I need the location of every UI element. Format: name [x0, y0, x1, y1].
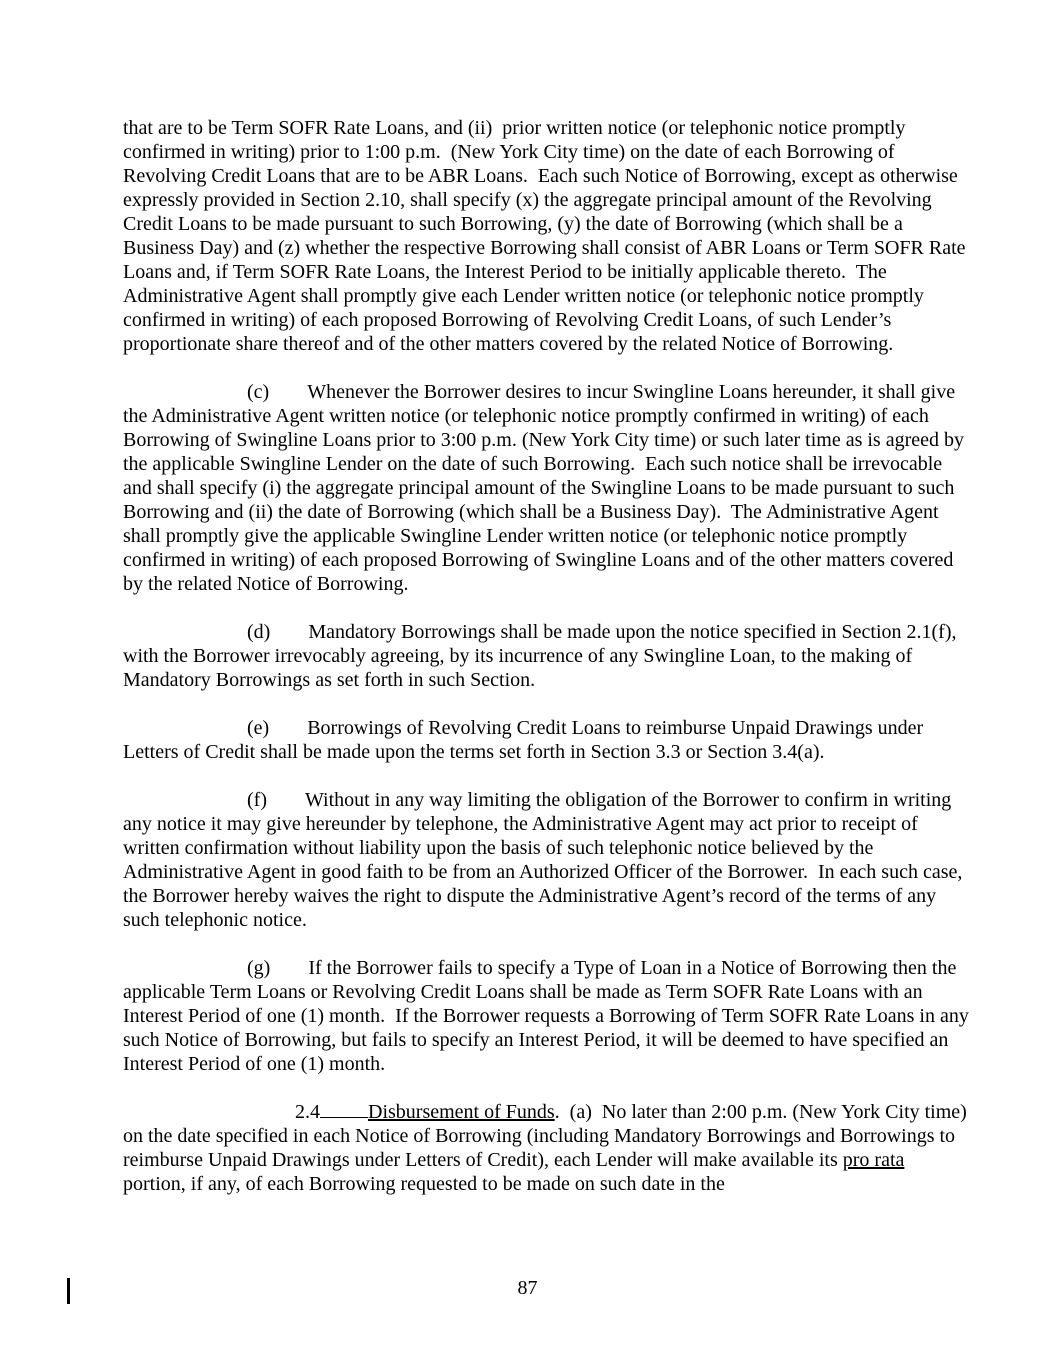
text-run: (c)	[247, 381, 270, 403]
text-run: . (a) No later than 2:00 p.m. (New York City time) on the date specified in each Notice of Borrowing (including Mandatory Borrowings and Borrowings to reimburse Unpaid Drawings under Letters of Credit), each Lender will make available its	[123, 1101, 972, 1171]
text-run: 2.4	[295, 1101, 320, 1123]
paragraph-section-2-4	[123, 1100, 972, 1196]
page-number: 87	[517, 1277, 538, 1299]
text-run: that are to be Term SOFR Rate Loans, and (ii) prior written notice (or telephonic notice promptly confirmed in writing) prior to 1:00 p.m. (New York City time) on the date of each Borrowing of Revolving Credit Loans that are to be ABR Loans. Each such Notice of Borrowing, except as otherwise expressly provided in Section 2.10, shall specify (x) the aggregate principal amount of the Revolving Credit Loans to be made pursuant to such Borrowing, (y) the date of Borrowing (which shall be a Business Day) and (z) whether the respective Borrowing shall consist of ABR Loans or Term SOFR Rate Loans and, if Term SOFR Rate Loans, the Interest Period to be initially applicable thereto. The Administrative Agent shall promptly give each Lender written notice (or telephonic notice promptly confirmed in writing) of each proposed Borrowing of Revolving Credit Loans, of such Lender’s proportionate share thereof and of the other matters covered by the related Notice of Borrowing.	[123, 117, 971, 355]
text-run: (f)	[247, 789, 267, 811]
text-run: (e)	[247, 717, 270, 739]
text-run: Whenever the Borrower desires to incur Swingline Loans hereunder, it shall give the Administrative Agent written notice (or telephonic notice promptly confirmed in writing) of each Borrowing of Swingline Loans prior to 3:00 p.m. (New York City time) or such later time as is agreed by the applicable Swingline Lender on the date of such Borrowing. Each such notice shall be irrevocable and shall specify (i) the aggregate principal amount of the Swingline Loans to be made pursuant to such Borrowing and (ii) the date of Borrowing (which shall be a Business Day). The Administrative Agent shall promptly give the applicable Swingline Lender written notice (or telephonic notice promptly confirmed in writing) of each proposed Borrowing of Swingline Loans and of the other matters covered by the related Notice of Borrowing.	[123, 381, 969, 595]
paragraph-clause-e	[123, 716, 972, 764]
tab-space	[320, 1117, 368, 1118]
text-run: (g)	[247, 957, 271, 979]
paragraph-clause-f	[123, 788, 972, 932]
paragraph-clause-d	[123, 620, 972, 692]
text-run: Borrowings of Revolving Credit Loans to reimburse Unpaid Drawings under Letters of Credit shall be made upon the terms set forth in Section 3.3 or Section 3.4(a).	[123, 717, 929, 763]
paragraph-continuation	[123, 116, 972, 356]
text-run: Without in any way limiting the obligation of the Borrower to confirm in writing any notice it may give hereunder by telephone, the Administrative Agent may act prior to receipt of written confirmation without liability upon the basis of such telephonic notice believed by the Administrative Agent in good faith to be from an Authorized Officer of the Borrower. In each such case, the Borrower hereby waives the right to dispute the Administrative Agent’s record of the terms of any such telephonic notice.	[123, 789, 968, 931]
text-block	[123, 116, 972, 1220]
text-run: portion, if any, of each Borrowing requested to be made on such date in the	[123, 1149, 910, 1195]
paragraph-clause-g	[123, 956, 972, 1076]
text-run: If the Borrower fails to specify a Type of Loan in a Notice of Borrowing then the applicable Term Loans or Revolving Credit Loans shall be made as Term SOFR Rate Loans with an Interest Period of one (1) month. If the Borrower requests a Borrowing of Term SOFR Rate Loans in any such Notice of Borrowing, but fails to specify an Interest Period, it will be deemed to have specified an Interest Period of one (1) month.	[123, 957, 974, 1075]
text-run: Mandatory Borrowings shall be made upon the notice specified in Section 2.1(f), with the Borrower irrevocably agreeing, by its incurrence of any Swingline Loan, to the making of Mandatory Borrowings as set forth in such Section.	[123, 621, 962, 691]
paragraph-clause-c	[123, 380, 972, 596]
text-run: Disbursement of Funds	[368, 1101, 555, 1123]
text-run: (d)	[247, 621, 271, 643]
text-run: pro rata	[842, 1149, 905, 1171]
